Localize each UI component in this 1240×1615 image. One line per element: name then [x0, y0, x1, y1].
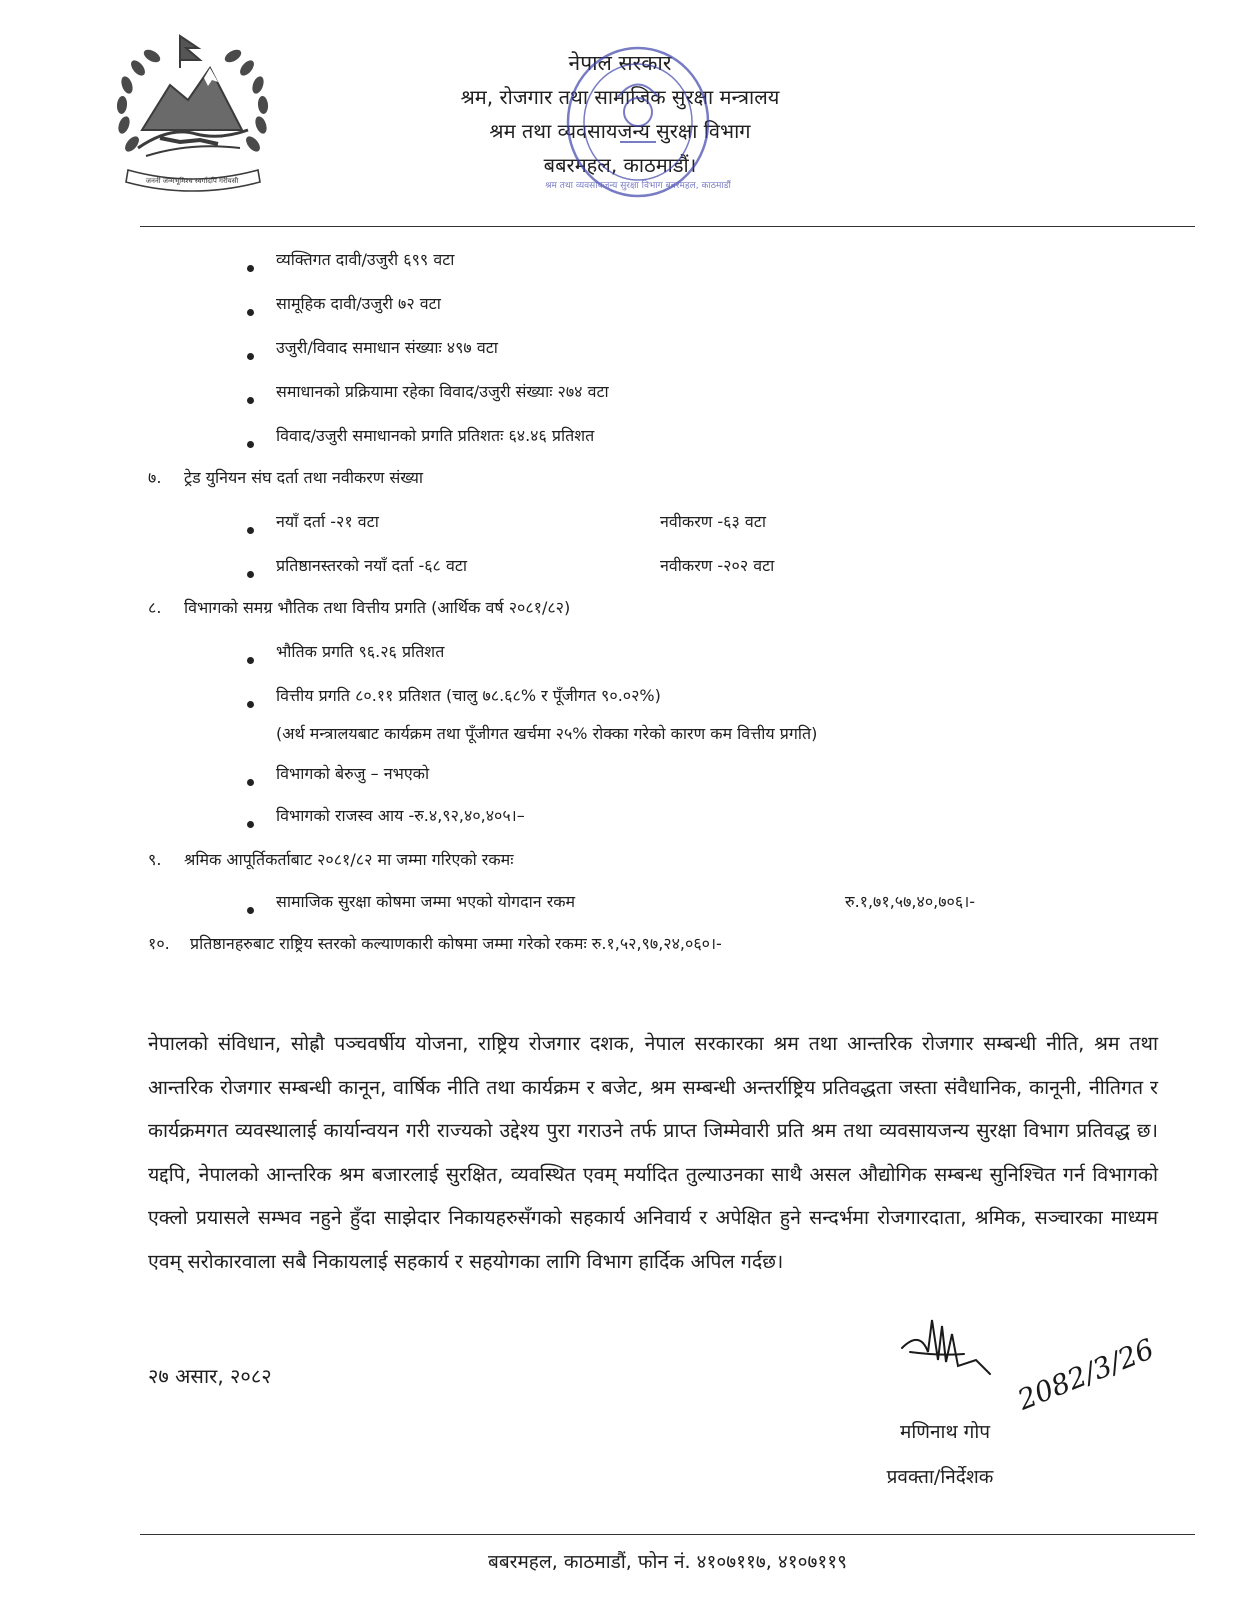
- bullet-icon: [247, 353, 254, 360]
- list-item: व्यक्तिगत दावी/उजुरी ६९९ वटा: [276, 250, 455, 269]
- bullet-icon: [247, 441, 254, 448]
- list-item: वित्तीय प्रगति ८०.११ प्रतिशत (चालु ७८.६८% र पूँजीगत ९०.०२%): [276, 686, 661, 705]
- list-item: सामाजिक सुरक्षा कोषमा जम्मा भएको योगदान रकम: [276, 892, 576, 911]
- list-item: सामूहिक दावी/उजुरी ७२ वटा: [276, 294, 441, 313]
- list-item-renewal: नवीकरण -२०२ वटा: [660, 556, 775, 575]
- section-text: प्रतिष्ठानहरुबाट राष्ट्रिय स्तरको कल्याणकारी कोषमा जम्मा गरेको रकमः रु.१,५२,९७,२४,०६०।-: [190, 934, 722, 953]
- emblem-motto: जननी जन्मभूमिश्च स्वर्गादपि गरीयसी: [145, 177, 239, 185]
- bullet-icon: [247, 527, 254, 534]
- section-number: ८.: [148, 598, 162, 617]
- bullet-icon: [247, 779, 254, 786]
- list-item: विभागको राजस्व आय -रु.४,९२,४०,४०५।–: [276, 806, 525, 825]
- list-item: विवाद/उजुरी समाधानको प्रगति प्रतिशतः ६४.४६ प्रतिशत: [276, 426, 595, 445]
- header-divider: [140, 226, 1195, 227]
- section-title: विभागको समग्र भौतिक तथा वित्तीय प्रगति (आर्थिक वर्ष २०८१/८२): [184, 598, 571, 617]
- list-item: भौतिक प्रगति ९६.२६ प्रतिशत: [276, 642, 445, 661]
- section-title: श्रमिक आपूर्तिकर्ताबाट २०८१/८२ मा जम्मा गरिएको रकमः: [184, 850, 514, 869]
- section-number: १०.: [148, 934, 170, 953]
- document-date: २७ असार, २०८२: [148, 1364, 272, 1388]
- department-name: श्रम तथा व्यवसायजन्य सुरक्षा विभाग: [489, 119, 751, 143]
- section-number: ९.: [148, 850, 162, 869]
- bullet-icon: [247, 821, 254, 828]
- list-item: नयाँ दर्ता -२१ वटा: [276, 512, 379, 531]
- government-name: नेपाल सरकार: [568, 51, 672, 75]
- footer-divider: [140, 1534, 1195, 1535]
- closing-paragraph: नेपालको संविधान, सोह्रौ पञ्चवर्षीय योजना, राष्ट्रिय रोजगार दशक, नेपाल सरकारका श्रम तथा आन्तरिक रोजगार सम्बन्धी नीति, श्रम तथा आन्तरिक रोजगार सम्बन्धी कानून, वार्षिक नीति तथा कार्यक्रम र बजेट, श्रम सम्बन्धी अन्तर्राष्ट्रिय प्रतिवद्धता जस्ता संवैधानिक, कानूनी, नीतिगत र कार्यक्रमगत व्यवस्थालाई कार्यान्वयन गरी राज्यको उद्देश्य पुरा गराउने तर्फ प्राप्त जिम्मेवारी प्रति श्रम तथा व्यवसायजन्य सुरक्षा विभाग प्रतिवद्ध छ। यद्दपि, नेपालको आन्तरिक श्रम बजारलाई सुरक्षित, व्यवस्थित एवम् मर्यादित तुल्याउनका साथै असल औद्योगिक सम्बन्ध सुनिश्चित गर्न विभागको एक्लो प्रयासले सम्भव नहुने हुँदा साझेदार निकायहरुसँगको सहकार्य अनिवार्य र अपेक्षित हुने सन्दर्भमा रोजगारदाता, श्रमिक, सञ्चारका माध्यम एवम् सरोकारवाला सबै निकायलाई सहकार्य र सहयोगका लागि विभाग हार्दिक अपिल गर्दछ।: [148, 1032, 1158, 1273]
- list-item: उजुरी/विवाद समाधान संख्याः ४९७ वटा: [276, 338, 498, 357]
- bullet-icon: [247, 265, 254, 272]
- bullet-icon: [247, 571, 254, 578]
- list-item-renewal: नवीकरण -६३ वटा: [660, 512, 767, 531]
- list-item: प्रतिष्ठानस्तरको नयाँ दर्ता -६८ वटा: [276, 556, 468, 575]
- list-item-note: (अर्थ मन्त्रालयबाट कार्यक्रम तथा पूँजीगत खर्चमा २५% रोक्का गरेको कारण कम वित्तीय प्रगति): [276, 724, 818, 743]
- bullet-icon: [247, 397, 254, 404]
- bullet-icon: [247, 907, 254, 914]
- bullet-icon: [247, 701, 254, 708]
- ministry-name: श्रम, रोजगार तथा सामाजिक सुरक्षा मन्त्रालय: [460, 85, 780, 109]
- bullet-icon: [247, 309, 254, 316]
- handwritten-signature-icon: [880, 1290, 1159, 1420]
- signatory-title: प्रवक्ता/निर्देशक: [886, 1466, 994, 1488]
- bullet-icon: [247, 657, 254, 664]
- list-item: विभागको बेरुजु – नभएको: [276, 764, 430, 783]
- list-item: समाधानको प्रक्रियामा रहेका विवाद/उजुरी संख्याः २७४ वटा: [276, 382, 609, 401]
- handwritten-date: 2082/3/26: [1013, 1332, 1159, 1417]
- signatory-name: मणिनाथ गोप: [899, 1421, 991, 1443]
- section-title: ट्रेड युनियन संघ दर्ता तथा नवीकरण संख्या: [184, 468, 424, 487]
- seal-text: श्रम तथा व्यवसायजन्य सुरक्षा विभाग बबरमहल, काठमाडौं: [545, 181, 731, 191]
- list-item-amount: रु.१,७१,५७,४०,७०६।-: [845, 892, 976, 911]
- nepal-emblem-icon: [100, 30, 285, 195]
- office-address: बबरमहल, काठमाडौं।: [543, 153, 697, 177]
- section-number: ७.: [148, 468, 162, 487]
- footer-contact: बबरमहल, काठमाडौं, फोन नं. ४१०७११७, ४१०७११९: [487, 1551, 848, 1573]
